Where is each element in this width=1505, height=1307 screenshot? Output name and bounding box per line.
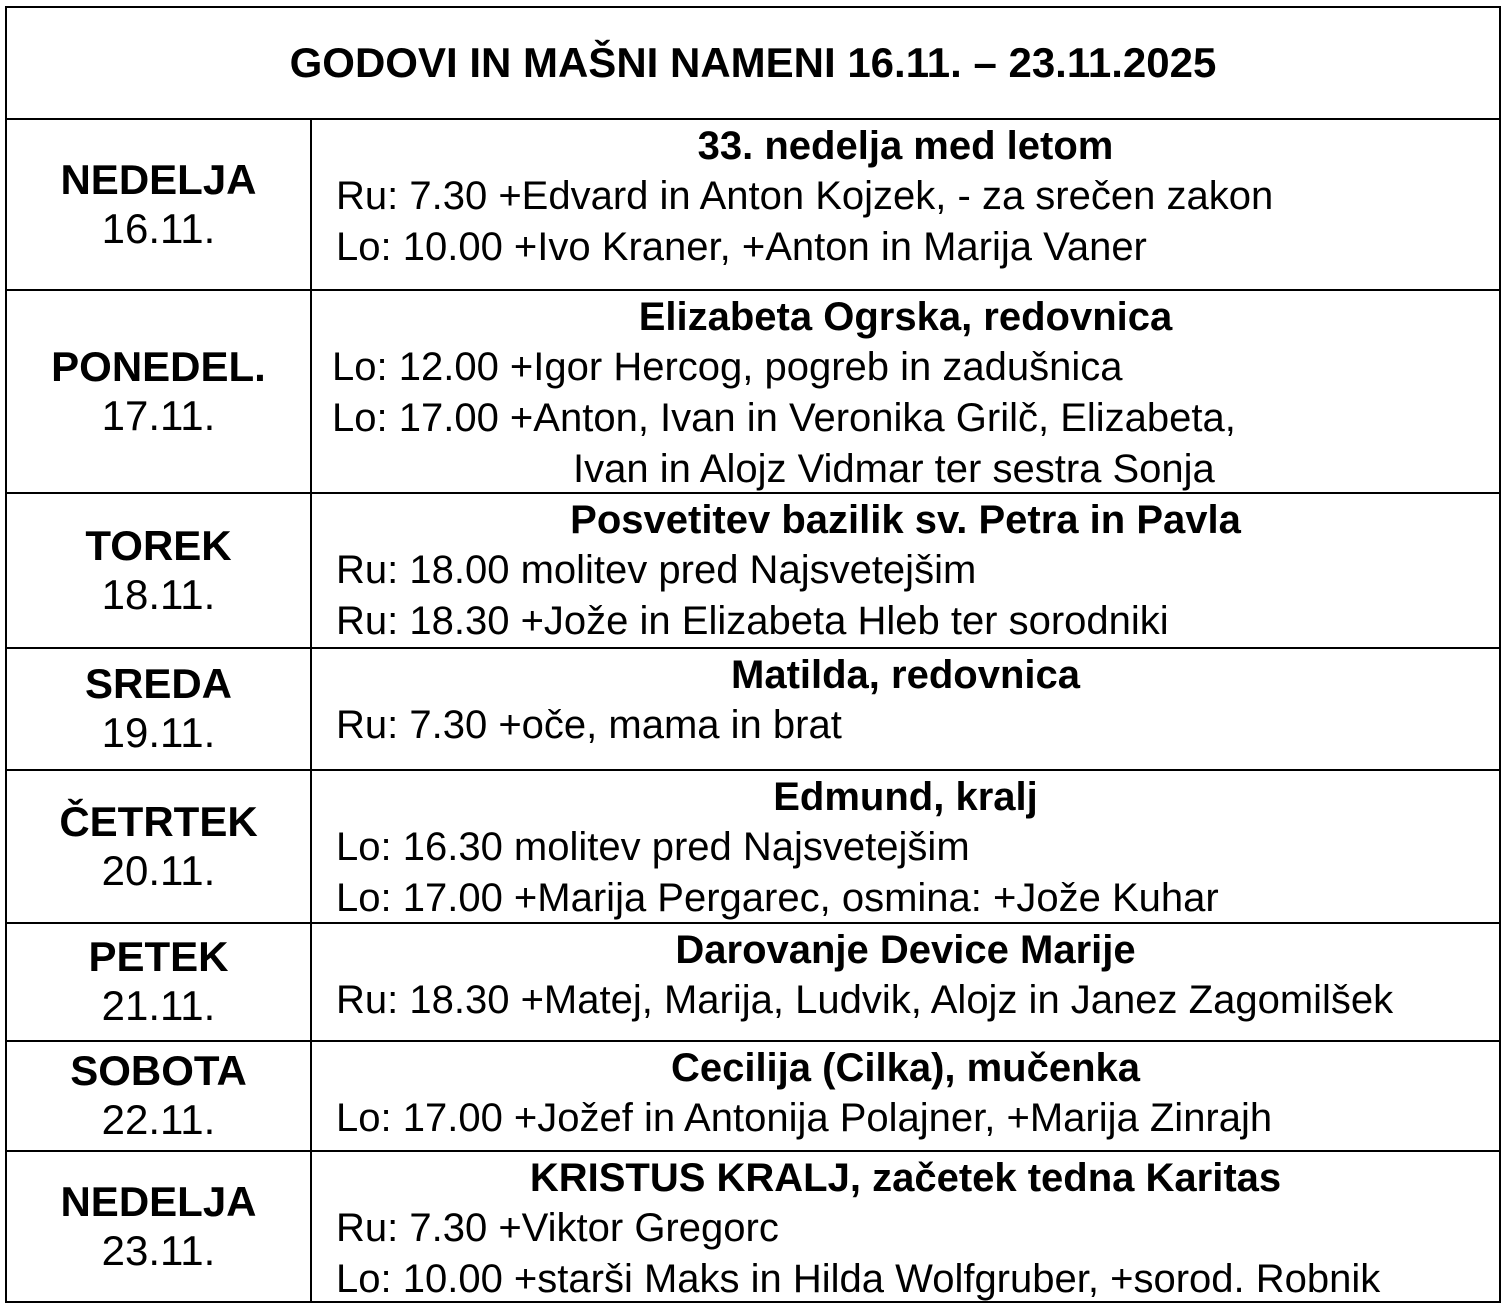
mass-intention: Lo: 17.00 +Marija Pergarec, osmina: +Jože Kuhar (336, 876, 1219, 920)
feast-title: Matilda, redovnica (731, 653, 1080, 697)
day-cell (7, 924, 312, 1040)
day-cell (7, 649, 312, 769)
day-cell (7, 771, 312, 922)
mass-intention: Ru: 7.30 +Edvard in Anton Kojzek, - za srečen zakon (336, 174, 1274, 218)
day-cell (7, 120, 312, 289)
mass-intention: Lo: 10.00 +starši Maks in Hilda Wolfgruber, +sorod. Robnik (336, 1257, 1381, 1301)
day-name: NEDELJA (60, 155, 257, 203)
feast-title: Posvetitev bazilik sv. Petra in Pavla (570, 498, 1241, 542)
day-cell (7, 1152, 312, 1301)
day-cell (7, 494, 312, 647)
mass-intention: Lo: 17.00 +Jožef in Antonija Polajner, +Marija Zinrajh (336, 1096, 1273, 1140)
day-row-sunday-16 (7, 120, 1499, 291)
intentions-cell (312, 649, 1499, 769)
day-name: PETEK (88, 933, 229, 980)
mass-intention: Ru: 18.00 molitev pred Najsvetejšim (336, 548, 977, 592)
mass-intention: Lo: 12.00 +Igor Hercog, pogreb in zadušnica (332, 345, 1123, 389)
day-row-wednesday-19 (7, 649, 1499, 771)
mass-intention: Ru: 18.30 +Jože in Elizabeta Hleb ter sorodniki (336, 599, 1169, 643)
day-name: SOBOTA (70, 1047, 247, 1094)
day-row-thursday-20 (7, 771, 1499, 924)
mass-intention: Lo: 17.00 +Anton, Ivan in Veronika Grilč, Elizabeta, (332, 396, 1236, 440)
feast-title: Elizabeta Ogrska, redovnica (638, 295, 1173, 339)
day-date: 16.11. (101, 204, 216, 252)
intentions-cell (312, 494, 1499, 647)
mass-intention-continued: Ivan in Alojz Vidmar ter sestra Sonja (573, 447, 1215, 491)
intentions-cell (312, 291, 1499, 492)
day-name: SREDA (84, 660, 233, 707)
mass-intention: Ru: 7.30 +oče, mama in brat (336, 703, 842, 747)
day-row-monday-17 (7, 291, 1499, 494)
page-title: GODOVI IN MAŠNI NAMENI 16.11. – 23.11.2025 (289, 39, 1217, 86)
day-name: NEDELJA (60, 1177, 257, 1225)
day-row-saturday-22 (7, 1042, 1499, 1152)
day-name: PONEDEL. (51, 342, 266, 390)
mass-intention: Lo: 10.00 +Ivo Kraner, +Anton in Marija Vaner (336, 225, 1147, 269)
feast-title: KRISTUS KRALJ, začetek tedna Karitas (529, 1156, 1282, 1200)
day-name: ČETRTEK (59, 797, 258, 845)
mass-intention: Ru: 18.30 +Matej, Marija, Ludvik, Alojz in Janez Zagomilšek (336, 978, 1394, 1022)
intentions-cell (312, 1042, 1499, 1150)
day-date: 21.11. (101, 982, 216, 1029)
day-row-tuesday-18 (7, 494, 1499, 649)
day-cell (7, 1042, 312, 1150)
day-cell (7, 291, 312, 492)
day-date: 22.11. (101, 1096, 216, 1143)
day-date: 18.11. (101, 570, 216, 618)
feast-title: 33. nedelja med letom (697, 124, 1114, 168)
mass-intention: Ru: 7.30 +Viktor Gregorc (336, 1206, 779, 1250)
mass-intention: Lo: 16.30 molitev pred Najsvetejšim (336, 825, 970, 869)
intentions-cell (312, 1152, 1499, 1301)
title-row (7, 8, 1499, 120)
feast-title: Darovanje Device Marije (675, 928, 1136, 972)
intentions-cell (312, 771, 1499, 922)
intentions-cell (312, 120, 1499, 289)
intentions-cell (312, 924, 1499, 1040)
day-date: 23.11. (101, 1226, 216, 1274)
day-date: 19.11. (101, 709, 216, 756)
schedule-table (5, 6, 1501, 1303)
day-row-friday-21 (7, 924, 1499, 1042)
day-date: 20.11. (101, 846, 216, 894)
feast-title: Edmund, kralj (773, 775, 1038, 819)
day-row-sunday-23 (7, 1152, 1499, 1301)
feast-title: Cecilija (Cilka), mučenka (670, 1046, 1141, 1090)
day-name: TOREK (85, 521, 232, 569)
day-date: 17.11. (101, 391, 216, 439)
